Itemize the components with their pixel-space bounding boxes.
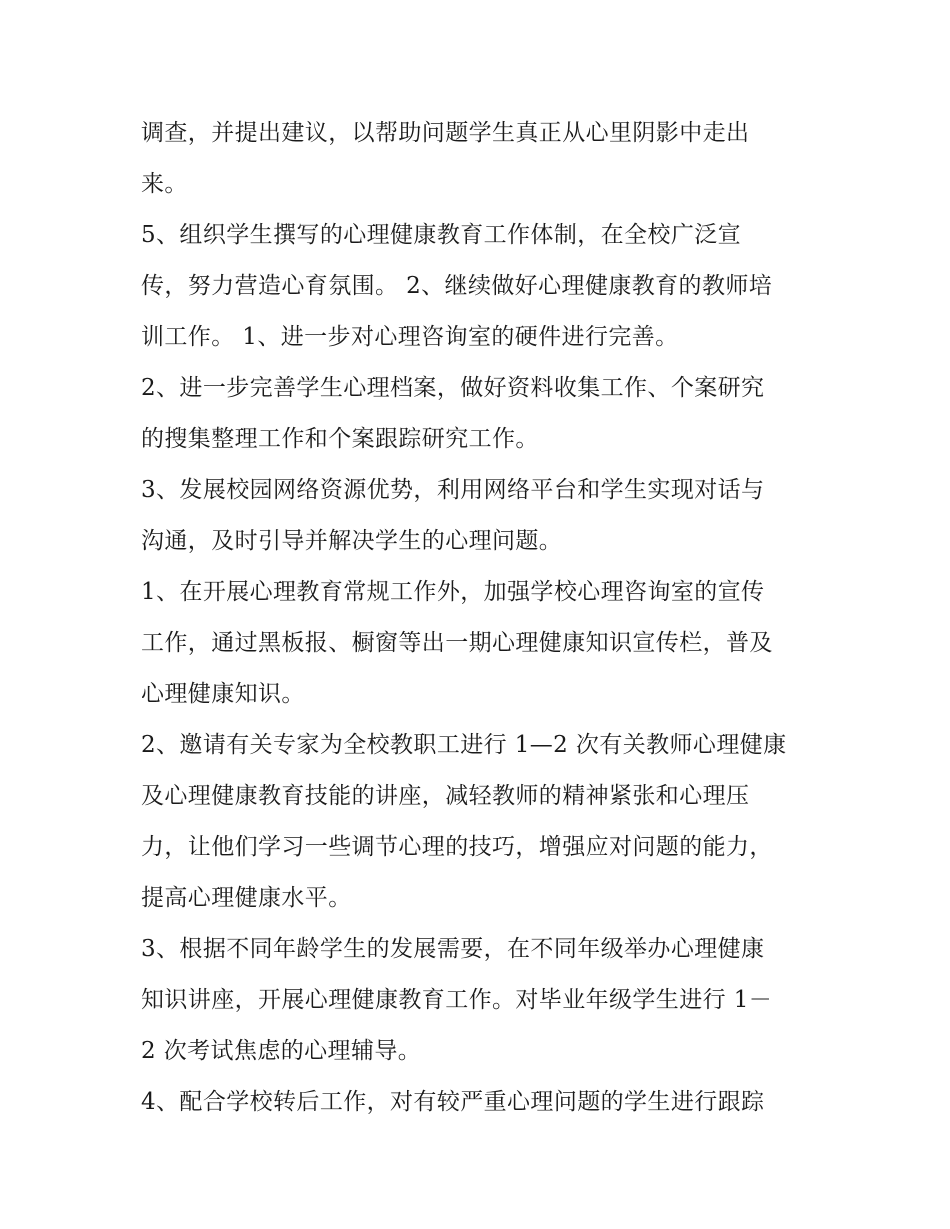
text-line: 2、邀请有关专家为全校教职工进行 1—2 次有关教师心理健康	[141, 732, 787, 758]
text-line: 1、在开展心理教育常规工作外，加强学校心理咨询室的宣传	[141, 579, 765, 605]
text-line: 知识讲座，开展心理健康教育工作。对毕业年级学生进行 1－	[141, 987, 773, 1013]
text-line: 力，让他们学习一些调节心理的技巧，增强应对问题的能力，	[141, 834, 773, 860]
body-text	[141, 108, 821, 1128]
text-line: 沟通，及时引导并解决学生的心理问题。	[141, 528, 563, 554]
text-line: 2 次考试焦虑的心理辅导。	[141, 1038, 422, 1064]
text-line: 的搜集整理工作和个案跟踪研究工作。	[141, 426, 539, 452]
text-line: 及心理健康教育技能的讲座，减轻教师的精神紧张和心理压	[141, 783, 750, 809]
text-line: 提高心理健康水平。	[141, 885, 352, 911]
text-line: 调查，并提出建议，以帮助问题学生真正从心里阴影中走出	[141, 120, 750, 146]
text-line: 4、配合学校转后工作，对有较严重心理问题的学生进行跟踪	[141, 1089, 765, 1115]
text-line: 传，努力营造心育氛围。 2、继续做好心理健康教育的教师培	[141, 273, 773, 299]
text-line: 训工作。 1、进一步对心理咨询室的硬件进行完善。	[141, 324, 679, 350]
text-line: 2、进一步完善学生心理档案，做好资料收集工作、个案研究	[141, 375, 765, 401]
text-line: 来。	[141, 171, 188, 197]
text-line: 3、发展校园网络资源优势，利用网络平台和学生实现对话与	[141, 477, 765, 503]
text-line: 5、组织学生撰写的心理健康教育工作体制，在全校广泛宣	[141, 222, 742, 248]
text-line: 心理健康知识。	[141, 681, 305, 707]
text-line: 工作，通过黑板报、橱窗等出一期心理健康知识宣传栏，普及	[141, 630, 773, 656]
text-line: 3、根据不同年龄学生的发展需要，在不同年级举办心理健康	[141, 936, 765, 962]
